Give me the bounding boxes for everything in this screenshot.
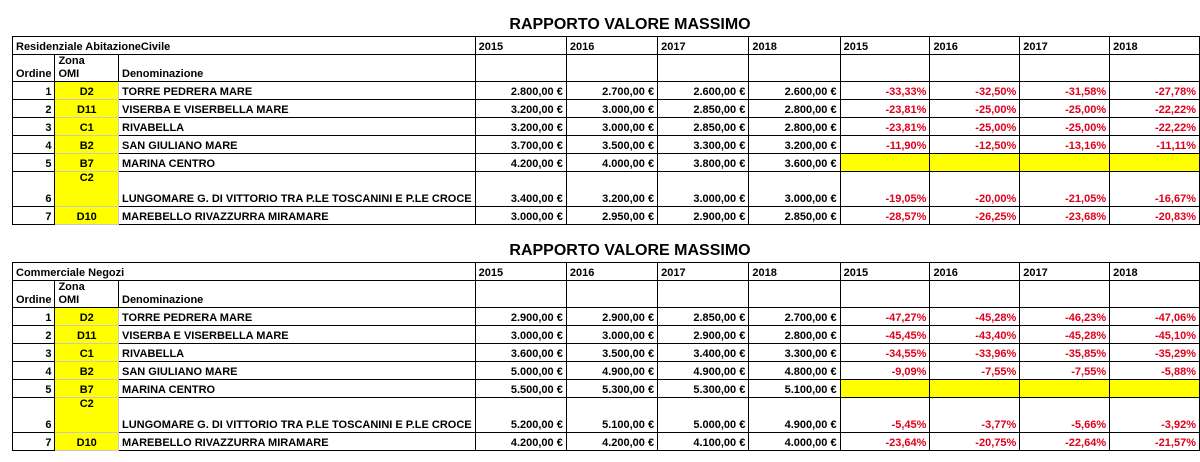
zona-omi: B7 [55,154,119,172]
zona-omi: C1 [55,118,119,136]
price-value: 2.800,00 € [749,326,840,344]
ratio-value: -21,05% [1020,172,1110,207]
empty-cell [1110,55,1200,82]
data-table [12,36,1200,225]
price-value: 3.200,00 € [749,136,840,154]
price-value: 2.800,00 € [475,82,566,100]
ratio-value: -45,10% [1110,326,1200,344]
price-value: 3.000,00 € [475,207,566,225]
table-row [13,207,1200,225]
zona-omi: D11 [55,326,119,344]
ratio-value: -22,64% [1020,433,1110,451]
ratio-value: -25,00% [930,118,1020,136]
header-row [13,37,1200,55]
table-row [13,118,1200,136]
ratio-value: -35,29% [1110,344,1200,362]
table-row [13,172,1200,207]
ratio-value: -13,16% [1020,136,1110,154]
row-number: 5 [13,154,55,172]
price-value: 3.000,00 € [749,172,840,207]
ratio-value: -22,22% [1110,100,1200,118]
empty-cell [840,55,930,82]
price-value: 3.000,00 € [658,172,749,207]
table-row [13,398,1200,433]
price-value: 5.500,00 € [475,380,566,398]
row-number: 2 [13,100,55,118]
denominazione: VISERBA E VISERBELLA MARE [119,326,476,344]
price-value: 3.400,00 € [658,344,749,362]
row-number: 6 [13,398,55,433]
zona-header-line2: OMI [58,68,80,80]
price-value: 2.950,00 € [566,207,657,225]
ratio-value: -23,68% [1020,207,1110,225]
denominazione: TORRE PEDRERA MARE [119,82,476,100]
ratio-value: -11,90% [840,136,930,154]
year-header: 2017 [1020,37,1110,55]
row-number: 1 [13,82,55,100]
highlight-cell [1020,380,1110,398]
price-value: 4.800,00 € [749,362,840,380]
highlight-cell [930,154,1020,172]
price-value: 3.800,00 € [658,154,749,172]
ratio-value: -22,22% [1110,118,1200,136]
ratio-value: -23,64% [840,433,930,451]
year-header: 2018 [1110,37,1200,55]
price-value: 3.000,00 € [566,326,657,344]
year-header: 2016 [930,37,1020,55]
price-value: 2.800,00 € [749,100,840,118]
category-label: Residenziale AbitazioneCivile [13,37,476,55]
section-title: RAPPORTO VALORE MASSIMO [509,242,751,259]
table-row [13,344,1200,362]
year-header: 2016 [566,263,657,281]
table-row [13,380,1200,398]
row-number: 4 [13,136,55,154]
price-value: 2.900,00 € [566,308,657,326]
zona-omi: C1 [55,344,119,362]
year-header: 2018 [749,37,840,55]
denominazione-header: Denominazione [119,55,476,82]
empty-cell [658,281,749,308]
empty-cell [1110,281,1200,308]
zona-header-line1: Zona [58,281,85,293]
price-value: 2.600,00 € [749,82,840,100]
section-title: RAPPORTO VALORE MASSIMO [509,16,751,33]
price-value: 4.000,00 € [566,154,657,172]
category-label: Commerciale Negozi [13,263,476,281]
ratio-value: -33,33% [840,82,930,100]
denominazione: SAN GIULIANO MARE [119,136,476,154]
empty-cell [566,55,657,82]
ratio-value: -25,00% [930,100,1020,118]
ratio-value: -27,78% [1110,82,1200,100]
price-value: 3.600,00 € [749,154,840,172]
ordine-header: Ordine [13,55,55,82]
price-value: 4.900,00 € [749,398,840,433]
zona-header [55,55,119,82]
ratio-value: -25,00% [1020,100,1110,118]
price-value: 2.600,00 € [658,82,749,100]
price-value: 3.000,00 € [566,118,657,136]
table-row [13,362,1200,380]
price-value: 4.000,00 € [749,433,840,451]
empty-cell [1020,55,1110,82]
zona-omi: B7 [55,380,119,398]
highlight-cell [930,380,1020,398]
year-header: 2015 [475,263,566,281]
denominazione: MAREBELLO RIVAZZURRA MIRAMARE [119,207,476,225]
price-value: 4.200,00 € [566,433,657,451]
price-value: 2.850,00 € [658,118,749,136]
empty-cell [475,55,566,82]
row-number: 3 [13,344,55,362]
zona-omi: B2 [55,136,119,154]
ratio-value: -21,57% [1110,433,1200,451]
price-value: 3.500,00 € [566,344,657,362]
row-number: 1 [13,308,55,326]
empty-cell [930,55,1020,82]
ratio-value: -20,83% [1110,207,1200,225]
ratio-value: -12,50% [930,136,1020,154]
denominazione: TORRE PEDRERA MARE [119,308,476,326]
ratio-value: -23,81% [840,100,930,118]
ordine-header: Ordine [13,281,55,308]
table-row [13,82,1200,100]
ratio-value: -3,77% [930,398,1020,433]
column-header-row [13,281,1200,308]
zona-omi: D2 [55,82,119,100]
denominazione: RIVABELLA [119,118,476,136]
price-value: 3.300,00 € [658,136,749,154]
ratio-value: -28,57% [840,207,930,225]
price-value: 5.200,00 € [475,398,566,433]
ratio-value: -19,05% [840,172,930,207]
zona-omi: D11 [55,100,119,118]
year-header: 2016 [566,37,657,55]
ratio-value: -31,58% [1020,82,1110,100]
year-header: 2017 [658,263,749,281]
price-value: 5.000,00 € [658,398,749,433]
ratio-value: -47,06% [1110,308,1200,326]
ratio-value: -25,00% [1020,118,1110,136]
ratio-value: -33,96% [930,344,1020,362]
price-value: 4.900,00 € [566,362,657,380]
highlight-cell [1110,380,1200,398]
highlight-cell [840,154,930,172]
ratio-value: -43,40% [930,326,1020,344]
price-value: 4.200,00 € [475,433,566,451]
denominazione: VISERBA E VISERBELLA MARE [119,100,476,118]
price-value: 5.100,00 € [749,380,840,398]
zona-header [55,281,119,308]
zona-omi: D10 [55,207,119,225]
empty-cell [749,281,840,308]
ratio-value: -16,67% [1110,172,1200,207]
ratio-value: -7,55% [930,362,1020,380]
price-value: 4.900,00 € [658,362,749,380]
empty-cell [930,281,1020,308]
ratio-value: -3,92% [1110,398,1200,433]
ratio-value: -45,28% [1020,326,1110,344]
table-row [13,433,1200,451]
table-row [13,154,1200,172]
ratio-value: -20,00% [930,172,1020,207]
column-header-row [13,55,1200,82]
price-value: 3.500,00 € [566,136,657,154]
table-row [13,326,1200,344]
price-value: 3.700,00 € [475,136,566,154]
price-value: 2.800,00 € [749,118,840,136]
price-value: 4.200,00 € [475,154,566,172]
price-value: 2.700,00 € [566,82,657,100]
year-header: 2018 [1110,263,1200,281]
denominazione: MAREBELLO RIVAZZURRA MIRAMARE [119,433,476,451]
empty-cell [840,281,930,308]
table-row [13,100,1200,118]
denominazione: LUNGOMARE G. DI VITTORIO TRA P.LE TOSCANINI E P.LE CROCE [119,398,476,433]
zona-omi: C2 [55,398,119,433]
price-value: 4.100,00 € [658,433,749,451]
year-header: 2018 [749,263,840,281]
highlight-cell [1110,154,1200,172]
ratio-value: -23,81% [840,118,930,136]
year-header: 2017 [1020,263,1110,281]
ratio-value: -47,27% [840,308,930,326]
empty-cell [475,281,566,308]
table-row [13,308,1200,326]
row-number: 3 [13,118,55,136]
price-value: 5.300,00 € [658,380,749,398]
price-value: 3.200,00 € [475,118,566,136]
price-value: 2.900,00 € [658,207,749,225]
row-number: 5 [13,380,55,398]
ratio-value: -5,88% [1110,362,1200,380]
zona-header-line2: OMI [58,294,80,306]
price-value: 5.100,00 € [566,398,657,433]
price-value: 2.850,00 € [658,100,749,118]
ratio-value: -5,45% [840,398,930,433]
zona-omi: C2 [55,172,119,207]
price-value: 3.200,00 € [475,100,566,118]
empty-cell [658,55,749,82]
zona-omi: D10 [55,433,119,451]
table-row [13,136,1200,154]
row-number: 7 [13,433,55,451]
empty-cell [566,281,657,308]
price-value: 2.900,00 € [658,326,749,344]
empty-cell [749,55,840,82]
header-row [13,263,1200,281]
price-value: 3.600,00 € [475,344,566,362]
ratio-value: -46,23% [1020,308,1110,326]
price-value: 3.200,00 € [566,172,657,207]
ratio-value: -11,11% [1110,136,1200,154]
price-value: 5.300,00 € [566,380,657,398]
ratio-value: -5,66% [1020,398,1110,433]
empty-cell [1020,281,1110,308]
price-value: 3.000,00 € [566,100,657,118]
ratio-value: -9,09% [840,362,930,380]
zona-header-line1: Zona [58,55,85,67]
price-value: 5.000,00 € [475,362,566,380]
price-value: 3.300,00 € [749,344,840,362]
denominazione: LUNGOMARE G. DI VITTORIO TRA P.LE TOSCANINI E P.LE CROCE [119,172,476,207]
ratio-value: -45,28% [930,308,1020,326]
denominazione: MARINA CENTRO [119,380,476,398]
row-number: 4 [13,362,55,380]
denominazione-header: Denominazione [119,281,476,308]
ratio-value: -45,45% [840,326,930,344]
ratio-value: -26,25% [930,207,1020,225]
ratio-value: -20,75% [930,433,1020,451]
price-value: 2.850,00 € [749,207,840,225]
highlight-cell [1020,154,1110,172]
year-header: 2015 [475,37,566,55]
price-value: 2.900,00 € [475,308,566,326]
row-number: 6 [13,172,55,207]
year-header: 2015 [840,37,930,55]
highlight-cell [840,380,930,398]
year-header: 2016 [930,263,1020,281]
denominazione: SAN GIULIANO MARE [119,362,476,380]
price-value: 3.400,00 € [475,172,566,207]
zona-omi: D2 [55,308,119,326]
ratio-value: -7,55% [1020,362,1110,380]
ratio-value: -35,85% [1020,344,1110,362]
ratio-value: -34,55% [840,344,930,362]
ratio-value: -32,50% [930,82,1020,100]
year-header: 2017 [658,37,749,55]
data-table [12,262,1200,451]
price-value: 2.700,00 € [749,308,840,326]
denominazione: MARINA CENTRO [119,154,476,172]
price-value: 3.000,00 € [475,326,566,344]
denominazione: RIVABELLA [119,344,476,362]
price-value: 2.850,00 € [658,308,749,326]
row-number: 2 [13,326,55,344]
row-number: 7 [13,207,55,225]
year-header: 2015 [840,263,930,281]
zona-omi: B2 [55,362,119,380]
